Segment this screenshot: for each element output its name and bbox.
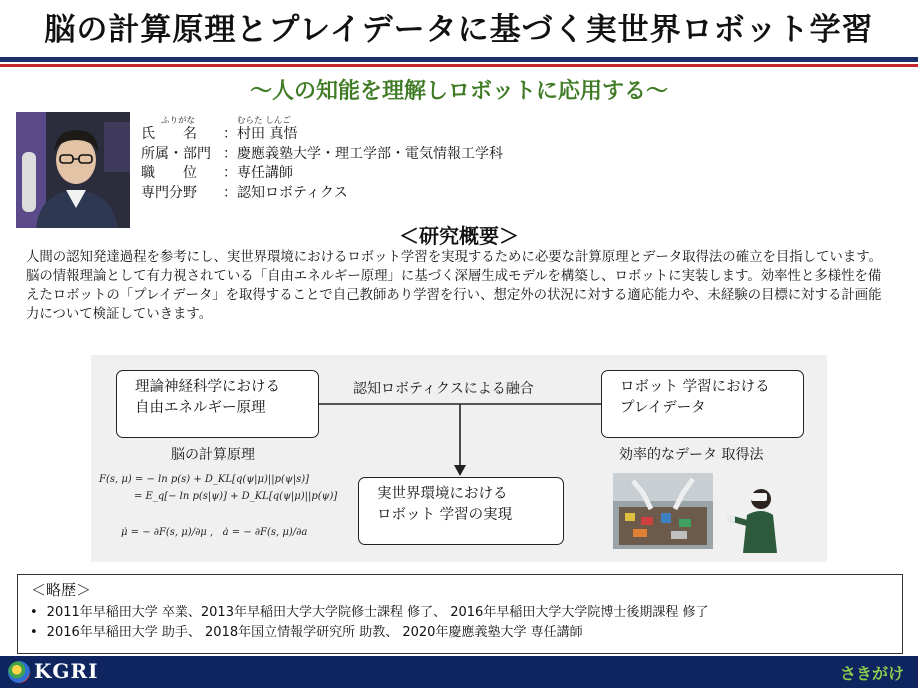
page-subtitle: ～人の知能を理解しロボットに応用する～ <box>249 79 668 104</box>
profile-row-field <box>141 184 503 204</box>
box-text: 理論神経科学における <box>135 379 280 395</box>
profile-value: ：認知ロボティクス <box>223 184 348 201</box>
furigana-row <box>141 112 503 125</box>
profile-value: ：村田 真悟 <box>223 126 298 142</box>
career-box <box>17 574 903 654</box>
portrait-illustration <box>16 112 130 228</box>
equation-gradient: μ̇ = − ∂F(s, μ)/∂μ , ȧ = − ∂F(s, μ)/∂a <box>121 527 308 538</box>
profile-value: ：慶應義塾大学・理工学部・電気情報工学科 <box>223 145 503 162</box>
furigana-label: ふりがな <box>161 116 196 126</box>
vr-operator-photo <box>725 483 785 553</box>
arrow-head <box>454 465 466 476</box>
list-item: • 2011年早稲田大学 卒業、2013年早稲田大学大学院修士課程 修了、 2016年早稲田大学大学院博士後期課程 修了 <box>30 603 708 623</box>
page-title: 脳の計算原理とプレイデータに基づく実世界ロボット学習 <box>44 12 874 48</box>
box-real-world-learning <box>358 477 564 545</box>
portrait-photo <box>16 112 130 228</box>
robot-arms-photo <box>613 473 713 549</box>
profile-block <box>141 112 503 203</box>
kgri-logo-text: KGRI <box>34 659 99 683</box>
career-heading: ＜略歴＞ <box>31 581 92 599</box>
profile-label: 職 位 <box>141 165 197 181</box>
profile-row-affiliation <box>141 145 503 165</box>
header-rule-navy <box>0 57 918 62</box>
profile-label: 専門分野 <box>141 184 197 201</box>
research-diagram <box>91 355 827 562</box>
header-rule-red <box>0 64 918 67</box>
profile-row-name <box>141 125 503 145</box>
box-text: ロボット 学習における <box>620 379 770 395</box>
profile-label: 氏 名 <box>141 126 197 142</box>
box-text: ロボット 学習の実現 <box>377 507 513 523</box>
list-item: • 2016年早稲田大学 助手、 2018年国立情報学研究所 助教、 2020年慶應義塾大学 専任講師 <box>30 623 708 643</box>
equation-free-energy-1: F(s, μ) = − ln p(s) + D_KL[q(ψ|μ)||p(ψ|s)] <box>99 474 310 485</box>
furigana-name: むらた しんご <box>237 116 291 126</box>
box-text: プレイデータ <box>620 400 706 416</box>
caption-brain-computation: 脳の計算原理 <box>171 447 255 463</box>
overview-paragraph: 人間の認知発達過程を参考にし、実世界環境におけるロボット学習を実現するために必要な計算原理とデータ取得法の確立を目指しています。 <box>26 250 882 265</box>
box-text: 実世界環境における <box>377 486 508 502</box>
profile-value: ：専任講師 <box>223 165 293 181</box>
caption-data-acquisition: 効率的なデータ 取得法 <box>619 447 764 463</box>
box-free-energy <box>116 370 319 438</box>
fusion-label: 認知ロボティクスによる融合 <box>353 381 534 397</box>
career-list <box>30 603 708 643</box>
profile-label: 所属・部門 <box>141 145 211 162</box>
overview-paragraph: 脳の情報理論として有力視されている「自由エネルギー原理」に基づく深層生成モデルを構築し、ロボットに実装します。効率性と多様性を備えたロボットの「プレイデータ」を取得することで自己教師あり学習を行い、想定外の状況に対する適応能力や、未経験の目標に対する計画能力について検証していきます。 <box>26 269 882 322</box>
equation-free-energy-2: = E_q[− ln p(s|ψ)] + D_KL[q(ψ|μ)||p(ψ)] <box>99 491 338 502</box>
footer-bar <box>0 656 918 688</box>
box-text: 自由エネルギー原理 <box>135 400 266 416</box>
box-play-data <box>601 370 804 438</box>
overview-heading: ＜研究概要＞ <box>399 224 519 248</box>
sakigake-brand: さきがけ <box>839 664 904 683</box>
kgri-logo-icon <box>8 661 30 683</box>
overview-text <box>26 248 892 324</box>
profile-row-position <box>141 164 503 184</box>
